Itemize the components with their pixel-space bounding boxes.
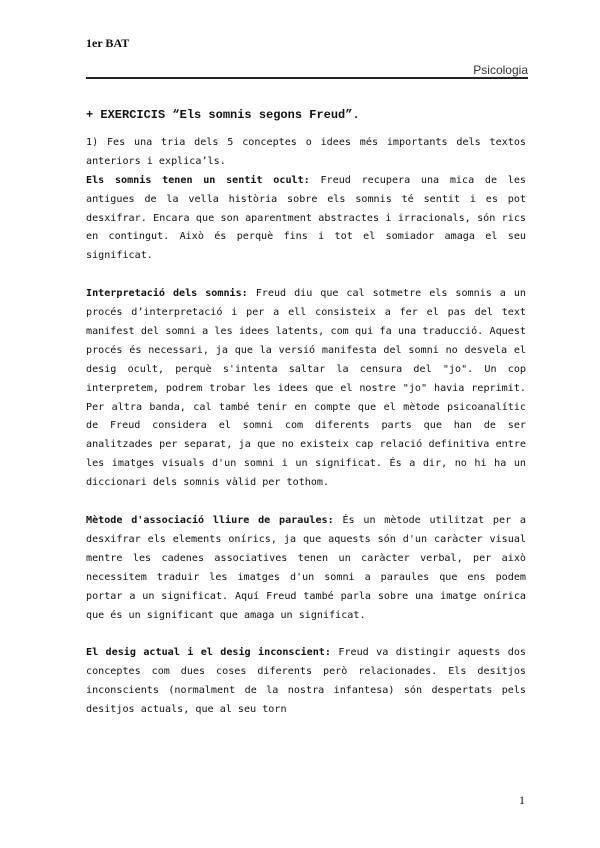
exercise-title: + EXERCICIS “Els somnis segons Freud”. bbox=[86, 108, 360, 122]
concept-paragraph bbox=[86, 512, 526, 625]
concept-text: Freud va distingir aquests dos conceptes com dues coses diferents però relacionades. Els desitjos inconscients (normalment de la nostra infantesa) són despertats pels desitjos actuals, que al seu torn bbox=[86, 647, 526, 716]
concept-term: Mètode d'associació lliure de paraules: bbox=[86, 515, 334, 526]
paragraph-gap bbox=[86, 266, 526, 285]
concept-paragraph bbox=[86, 285, 526, 493]
paragraph-gap bbox=[86, 625, 526, 644]
concept-text: És un mètode utilitzat per a desxifrar els elements onírics, ja que aquests són d'un caràcter visual mentre les cadenes associatives tenen un caràcter verbal, per això necessitem traduir les imatges d'un somni a paraules que ens podem portar a un significat. Aquí Freud també parla sobre una imatge onírica que és un significant que amaga un significat. bbox=[86, 515, 526, 621]
concept-term: Interpretació dels somnis: bbox=[86, 288, 248, 300]
concept-term: Els somnis tenen un sentit ocult: bbox=[86, 174, 310, 186]
concept-term: El desig actual i el desig inconscient: bbox=[86, 647, 331, 659]
concept-text: Freud diu que cal sotmetre els somnis a un procés d’interpretació i per a ell consisteix a fer el pas del text manifest del somni a les idees latents, com qui fa una traducció. Aquest procés és necessari, ja que la versió manifesta del somni no desvela el desig ocult, perquè s'intenta saltar la censura del "jo". Un cop interpretem, podrem trobar les idees que el nostre "jo" havia reprimit. Per altra banda, cal també tenir en compte que el mètode psicoanalític de Freud considera el somni com diferents parts que han de ser analitzades per separat, ja que no existeix cap relació definitiva entre les imatges visuals d'un somni i un significat. És a dir, no hi ha un diccionari dels somnis vàlid per tothom. bbox=[86, 288, 526, 489]
concept-paragraph bbox=[86, 172, 526, 267]
subject-label: Psicologia bbox=[473, 63, 528, 77]
paragraph-gap bbox=[86, 493, 526, 512]
document-body bbox=[86, 106, 526, 720]
course-label: 1er BAT bbox=[86, 36, 130, 50]
header-divider bbox=[86, 77, 528, 79]
concept-paragraph bbox=[86, 644, 526, 720]
page-number: 1 bbox=[519, 793, 525, 807]
concept-text: Freud recupera una mica de les antigues de la vella història sobre els somnis té sentit i es pot desxifrar. Encara que son aparentment abstractes i irracionals, són rics en contingut. Això és perquè fins i tot el somiador amaga el seu significat. bbox=[86, 174, 526, 262]
question-text: 1) Fes una tria dels 5 conceptes o idees més importants dels textos anteriors i explica’ls. bbox=[86, 136, 526, 167]
